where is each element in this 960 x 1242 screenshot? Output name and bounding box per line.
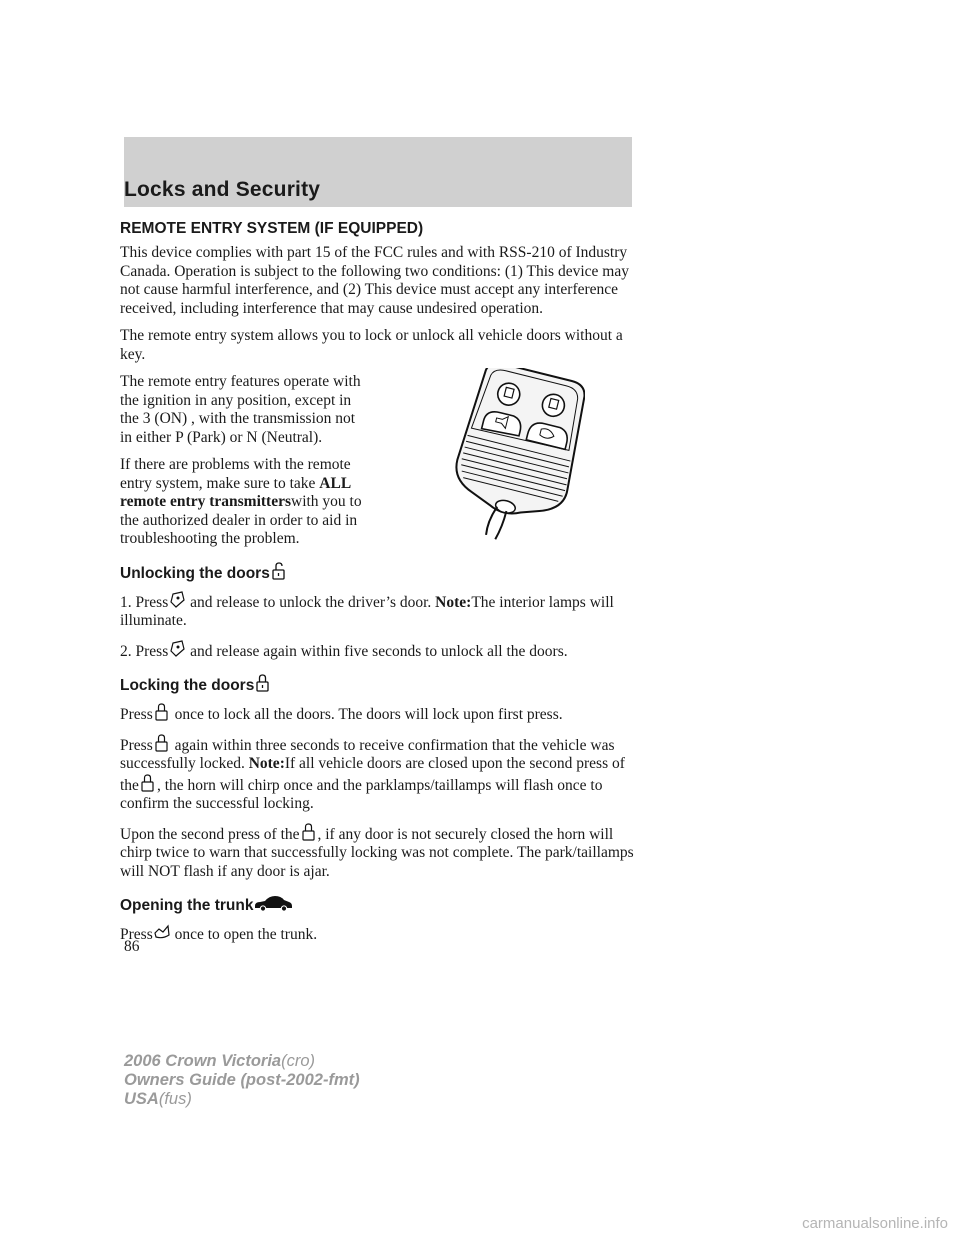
locking-heading-text: Locking the doors: [120, 677, 255, 694]
key-fob-illustration: [450, 368, 585, 543]
remote-entry-heading: REMOTE ENTRY SYSTEM (IF EQUIPPED): [120, 220, 424, 237]
lock-p2-c: If all vehicle doors are closed upon the second press of the: [120, 755, 625, 794]
lock-p1-a: Press: [120, 706, 153, 723]
lock-p1-b: once to lock all the doors. The doors will lock upon first press.: [174, 706, 563, 723]
lock-icon: [300, 823, 318, 841]
page-number: 86: [124, 938, 140, 955]
note-label: Note:: [435, 593, 472, 611]
unlock-icon: [270, 562, 288, 580]
unlock-step-2-b: and release again within five seconds to unlock all the doors.: [190, 642, 568, 660]
fob-section: [120, 373, 640, 549]
problems-text-bold: ALL remote entry transmitters: [120, 474, 351, 510]
footer-guide: Owners Guide (post-2002-fmt): [124, 1071, 360, 1089]
problems-text-b: with you to the authorized dealer in order to aid in troubleshooting the problem.: [120, 493, 362, 547]
footer-model: 2006 Crown Victoria: [124, 1052, 282, 1070]
section-title: Locks and Security: [124, 178, 321, 201]
unlock-icon: [168, 640, 186, 658]
footer-model-code: (cro): [281, 1052, 316, 1070]
problems-text-a: If there are problems with the remote entry system, make sure to take: [120, 456, 351, 492]
unlocking-heading: [120, 562, 640, 583]
unlock-step-1-b: and release to unlock the driver’s door.: [190, 593, 432, 611]
fcc-paragraph: This device complies with part 15 of the FCC rules and with RSS-210 of Industry Canada. Operation is subject to the following two conditions: (1) This device may not cause harmful interference, and (2) This device must accept any interference received, including interference that may cause undesired operation.: [120, 244, 629, 317]
car-icon: [253, 894, 293, 912]
lock-paragraph-1: [120, 703, 640, 725]
trunk-heading: [120, 894, 640, 915]
trunk-paragraph: [120, 923, 640, 945]
problems-paragraph: [120, 456, 370, 549]
ignition-paragraph: The remote entry features operate with the ignition in any position, except in the 3 (ON) , with the transmission not in either P (Park) or N (Neutral).: [120, 373, 361, 446]
trunk-p1-b: once to open the trunk.: [174, 926, 318, 943]
lock-icon: [254, 674, 272, 692]
trunk-heading-text: Opening the trunk: [120, 897, 254, 914]
footer-market: USA: [124, 1090, 159, 1108]
lock-icon: [153, 703, 171, 721]
unlock-icon: [168, 591, 186, 609]
page-content: [120, 220, 640, 945]
lock-p2-b: again within three seconds to receive confirmation that the vehicle was successfully locked.: [120, 736, 615, 772]
lock-icon: [139, 774, 157, 792]
footer-market-code: (fus): [158, 1090, 192, 1108]
lock-icon: [153, 734, 171, 752]
lock-p2-a: Press: [120, 736, 153, 754]
trunk-p1-a: Press: [120, 926, 153, 943]
lock-p3-b: , if any door is not securely closed the horn will chirp twice to warn that successfully locking was not complete. The park/taillamps will NOT flash if any door is ajar.: [120, 825, 634, 880]
trunk-icon: [153, 923, 171, 941]
lock-p2-d: , the horn will chirp once and the parklamps/taillamps will flash once to confirm the successful locking.: [120, 776, 603, 812]
locking-heading: [120, 674, 640, 695]
unlocking-heading-text: Unlocking the doors: [120, 564, 270, 582]
lock-paragraph-2: [120, 734, 640, 814]
unlock-step-1-c: The interior lamps will illuminate.: [120, 593, 614, 629]
watermark: carmanualsonline.info: [802, 1215, 948, 1232]
document-footer: [124, 1052, 360, 1109]
unlock-step-1: [120, 591, 640, 631]
unlock-step-1-a: 1. Press: [120, 593, 169, 611]
lock-paragraph-3: [120, 823, 640, 882]
note-label: Note:: [248, 755, 285, 772]
unlock-step-2-a: 2. Press: [120, 642, 169, 660]
lock-p3-a: Upon the second press of the: [120, 825, 300, 843]
remote-entry-intro: The remote entry system allows you to lock or unlock all vehicle doors without a key.: [120, 327, 623, 363]
unlock-step-2: [120, 640, 640, 662]
